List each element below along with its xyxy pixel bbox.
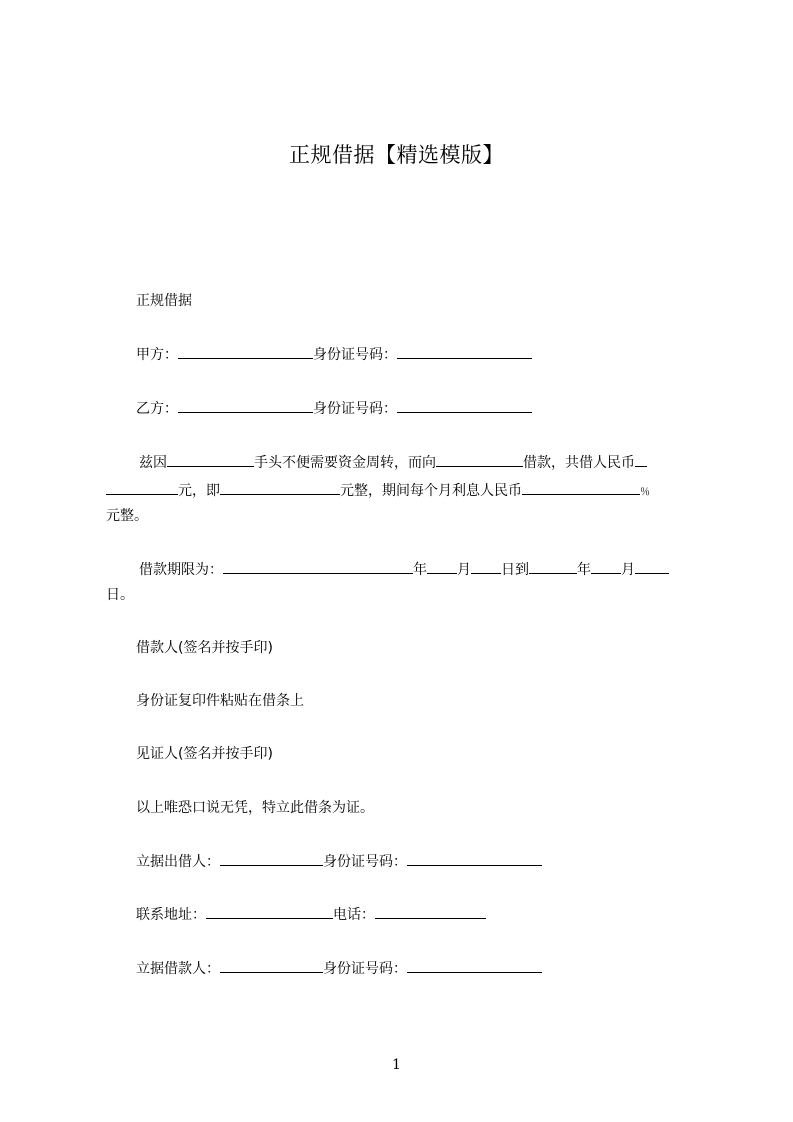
term-day-to: 日到 — [501, 562, 529, 578]
party-b-name-blank[interactable] — [178, 397, 313, 413]
term-year-1: 年 — [413, 562, 427, 578]
party-b-id-blank[interactable] — [397, 397, 532, 413]
issuer-label: 立据出借人： — [136, 854, 220, 870]
lender-id-label: 身份证号码： — [323, 961, 407, 977]
reason-blank[interactable] — [167, 451, 254, 467]
address-blank[interactable] — [206, 903, 333, 919]
term-end-year-blank[interactable] — [529, 558, 577, 574]
party-b-line — [136, 397, 532, 420]
phone-label: 电话： — [333, 907, 375, 923]
reason-line-2 — [106, 479, 650, 504]
lender-name-blank[interactable] — [220, 957, 323, 973]
term-start-day-blank[interactable] — [471, 558, 501, 574]
party-a-label: 甲方： — [136, 347, 178, 363]
term-start-year-blank[interactable] — [223, 558, 413, 574]
term-label: 借款期限为： — [139, 562, 223, 578]
issuer-id-blank[interactable] — [407, 850, 542, 866]
interest-mark: ％ — [640, 487, 650, 498]
term-year-2: 年 — [577, 562, 591, 578]
amount-words-blank[interactable] — [220, 479, 340, 495]
lender-name-blank[interactable] — [436, 451, 523, 467]
reason-prefix: 兹因 — [139, 455, 167, 471]
term-end-month-blank[interactable] — [591, 558, 621, 574]
page-title: 正规借据【精选模版】 — [289, 143, 504, 167]
term-month-1: 月 — [457, 562, 471, 578]
lender-line — [136, 957, 542, 980]
document-heading: 正规借据 — [136, 293, 192, 309]
borrower-sign: 借款人(签名并按手印) — [136, 640, 273, 656]
party-a-id-blank[interactable] — [397, 343, 532, 359]
term-month-2: 月 — [621, 562, 635, 578]
reason-text-3: 元，即 — [178, 483, 220, 499]
party-a-line — [136, 343, 532, 366]
contact-line — [136, 903, 486, 926]
issuer-name-blank[interactable] — [220, 850, 323, 866]
reason-line-3: 元整。 — [106, 508, 148, 524]
page-number: 1 — [392, 1057, 401, 1073]
id-copy-note: 身份证复印件粘贴在借条上 — [136, 693, 304, 709]
reason-line-1 — [139, 451, 647, 474]
amount-blank-start[interactable] — [635, 451, 647, 467]
lender-id-blank[interactable] — [407, 957, 542, 973]
party-a-id-label: 身份证号码： — [313, 347, 397, 363]
reason-text-2: 借款，共借人民币 — [523, 455, 635, 471]
term-line-1 — [139, 558, 669, 581]
amount-blank-end[interactable] — [106, 479, 178, 495]
issuer-line — [136, 850, 542, 873]
issuer-id-label: 身份证号码： — [323, 854, 407, 870]
reason-text-4: 元整，期间每个月利息人民币 — [340, 483, 522, 499]
phone-blank[interactable] — [375, 903, 486, 919]
party-b-id-label: 身份证号码： — [313, 401, 397, 417]
party-b-label: 乙方： — [136, 401, 178, 417]
party-a-name-blank[interactable] — [178, 343, 313, 359]
term-line-2: 日。 — [106, 587, 134, 603]
term-end-day-blank[interactable] — [635, 558, 669, 574]
reason-text-1: 手头不便需要资金周转，而向 — [254, 455, 436, 471]
lender-label: 立据借款人： — [136, 961, 220, 977]
address-label: 联系地址： — [136, 907, 206, 923]
witness-sign: 见证人(签名并按手印) — [136, 746, 273, 762]
interest-blank[interactable] — [522, 479, 640, 495]
statement: 以上唯恐口说无凭，特立此借条为证。 — [136, 800, 374, 816]
term-start-month-blank[interactable] — [427, 558, 457, 574]
